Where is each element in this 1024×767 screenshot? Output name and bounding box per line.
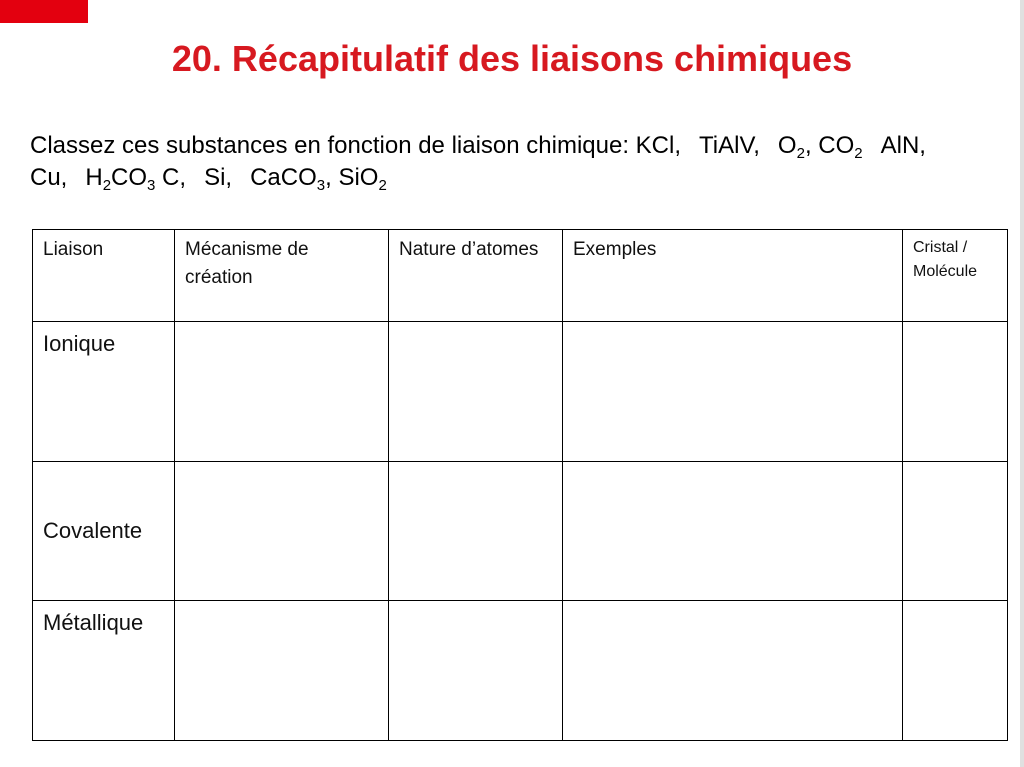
prompt-text: TiAlV, <box>699 132 760 159</box>
row-label-covalente: Covalente <box>33 461 175 601</box>
exercise-prompt <box>30 130 1005 194</box>
header-exemples: Exemples <box>563 230 903 322</box>
cell-ionique-exemples[interactable] <box>563 322 903 462</box>
prompt-text: CO <box>111 164 148 191</box>
slide-title: 20. Récapitulatif des liaisons chimiques <box>171 38 853 79</box>
subscript: 2 <box>378 177 387 194</box>
prompt-text: Classez ces substances en fonction de liaison chimique: KCl, <box>30 132 681 159</box>
cell-covalente-nature[interactable] <box>389 461 563 601</box>
prompt-text: C, <box>155 164 187 191</box>
cell-metallique-nature[interactable] <box>389 601 563 741</box>
bonds-table <box>32 229 1008 741</box>
prompt-text: , SiO <box>325 164 379 191</box>
header-cristal: Cristal / Molécule <box>903 230 1008 322</box>
prompt-line-1 <box>30 130 1005 162</box>
table-row <box>33 322 1008 462</box>
header-nature: Nature d’atomes <box>389 230 563 322</box>
header-liaison: Liaison <box>33 230 175 322</box>
prompt-text: AlN, <box>880 132 926 159</box>
row-label-metallique: Métallique <box>33 601 175 741</box>
prompt-text: Cu, <box>30 164 68 191</box>
prompt-text: O <box>777 132 797 159</box>
cell-ionique-mecanisme[interactable] <box>175 322 389 462</box>
subscript: 2 <box>854 145 863 162</box>
corner-accent-bar <box>0 0 88 23</box>
table-header-row <box>33 230 1008 322</box>
cell-covalente-exemples[interactable] <box>563 461 903 601</box>
table-row <box>33 461 1008 601</box>
cell-ionique-cristal[interactable] <box>903 322 1008 462</box>
table-row <box>33 601 1008 741</box>
header-mecanisme: Mécanisme de création <box>175 230 389 322</box>
subscript: 2 <box>796 145 805 162</box>
cell-metallique-cristal[interactable] <box>903 601 1008 741</box>
prompt-text: CaCO <box>250 164 317 191</box>
row-label-ionique: Ionique <box>33 322 175 462</box>
cell-covalente-cristal[interactable] <box>903 461 1008 601</box>
prompt-text: H <box>85 164 103 191</box>
prompt-line-2 <box>30 162 1005 194</box>
subscript: 3 <box>316 177 326 194</box>
cell-ionique-nature[interactable] <box>389 322 563 462</box>
subscript: 3 <box>147 177 156 194</box>
cell-metallique-mecanisme[interactable] <box>175 601 389 741</box>
prompt-text: Si, <box>204 164 233 191</box>
cell-metallique-exemples[interactable] <box>563 601 903 741</box>
prompt-text: , CO <box>804 132 855 159</box>
subscript: 2 <box>102 177 112 194</box>
right-edge-rule <box>1020 0 1024 767</box>
cell-covalente-mecanisme[interactable] <box>175 461 389 601</box>
